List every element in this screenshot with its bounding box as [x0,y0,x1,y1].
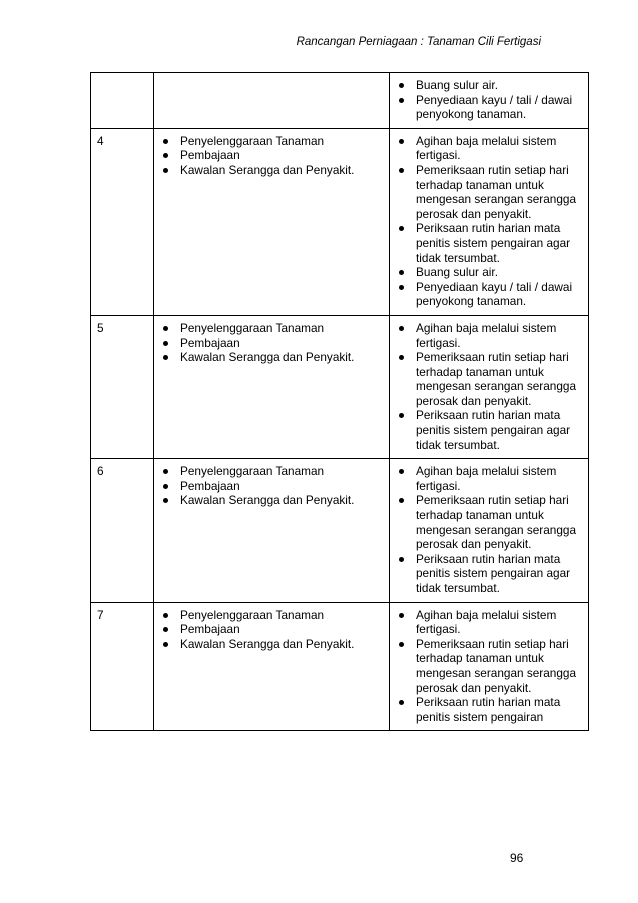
bullet-item: Kawalan Serangga dan Penyakit. [160,493,383,508]
table-row [91,128,589,315]
bullet-item: Agihan baja melalui sistem fertigasi. [396,464,582,493]
bullet-item: Periksaan rutin harian mata penitis sistem pengairan agar tidak tersumbat. [396,408,582,452]
bullet-item: Pemeriksaan rutin setiap hari terhadap tanaman untuk mengesan serangan serangga perosak dan penyakit. [396,493,582,551]
task-list [396,321,582,452]
bullet-item: Penyelenggaraan Tanaman [160,608,383,623]
bullet-item: Pemeriksaan rutin setiap hari terhadap tanaman untuk mengesan serangan serangga perosak dan penyakit. [396,163,582,221]
task-list [396,464,582,595]
table-row [91,459,589,602]
bullet-item: Periksaan rutin harian mata penitis sistem pengairan [396,695,582,724]
row-number-cell: 4 [91,128,154,315]
task-cell [390,315,589,458]
bullet-item: Kawalan Serangga dan Penyakit. [160,163,383,178]
bullet-item: Agihan baja melalui sistem fertigasi. [396,134,582,163]
task-cell [390,73,589,129]
schedule-table [90,72,589,731]
bullet-item: Agihan baja melalui sistem fertigasi. [396,608,582,637]
bullet-item: Periksaan rutin harian mata penitis sistem pengairan agar tidak tersumbat. [396,552,582,596]
bullet-item: Kawalan Serangga dan Penyakit. [160,637,383,652]
bullet-item: Pembajaan [160,336,383,351]
bullet-item: Penyediaan kayu / tali / dawai penyokong tanaman. [396,280,582,309]
bullet-item: Buang sulur air. [396,78,582,93]
task-list [396,608,582,725]
row-number-cell: 7 [91,602,154,731]
bullet-item: Agihan baja melalui sistem fertigasi. [396,321,582,350]
activity-list [160,608,383,652]
task-cell [390,459,589,602]
page-header-title: Rancangan Perniagaan : Tanaman Cili Fertigasi [296,36,541,48]
bullet-item: Penyediaan kayu / tali / dawai penyokong tanaman. [396,93,582,122]
activity-list [160,134,383,178]
table-row [91,315,589,458]
bullet-item: Pemeriksaan rutin setiap hari terhadap tanaman untuk mengesan serangan serangga perosak dan penyakit. [396,350,582,408]
page-number: 96 [510,851,524,865]
bullet-item: Pemeriksaan rutin setiap hari terhadap tanaman untuk mengesan serangan serangga perosak dan penyakit. [396,637,582,695]
activity-list [160,321,383,365]
table-row [91,602,589,731]
bullet-item: Buang sulur air. [396,265,582,280]
task-cell [390,128,589,315]
bullet-item: Penyelenggaraan Tanaman [160,134,383,149]
bullet-item: Penyelenggaraan Tanaman [160,321,383,336]
task-list [396,78,582,122]
row-number-cell: 5 [91,315,154,458]
table-row [91,73,589,129]
activity-cell [154,315,390,458]
bullet-item: Pembajaan [160,479,383,494]
row-number-cell [91,73,154,129]
bullet-item: Pembajaan [160,622,383,637]
row-number-cell: 6 [91,459,154,602]
activity-cell [154,128,390,315]
bullet-item: Periksaan rutin harian mata penitis sistem pengairan agar tidak tersumbat. [396,221,582,265]
bullet-item: Pembajaan [160,148,383,163]
bullet-item: Kawalan Serangga dan Penyakit. [160,350,383,365]
schedule-table-body [91,73,589,731]
activity-cell [154,459,390,602]
task-cell [390,602,589,731]
task-list [396,134,582,309]
activity-cell [154,602,390,731]
bullet-item: Penyelenggaraan Tanaman [160,464,383,479]
activity-cell [154,73,390,129]
activity-list [160,464,383,508]
